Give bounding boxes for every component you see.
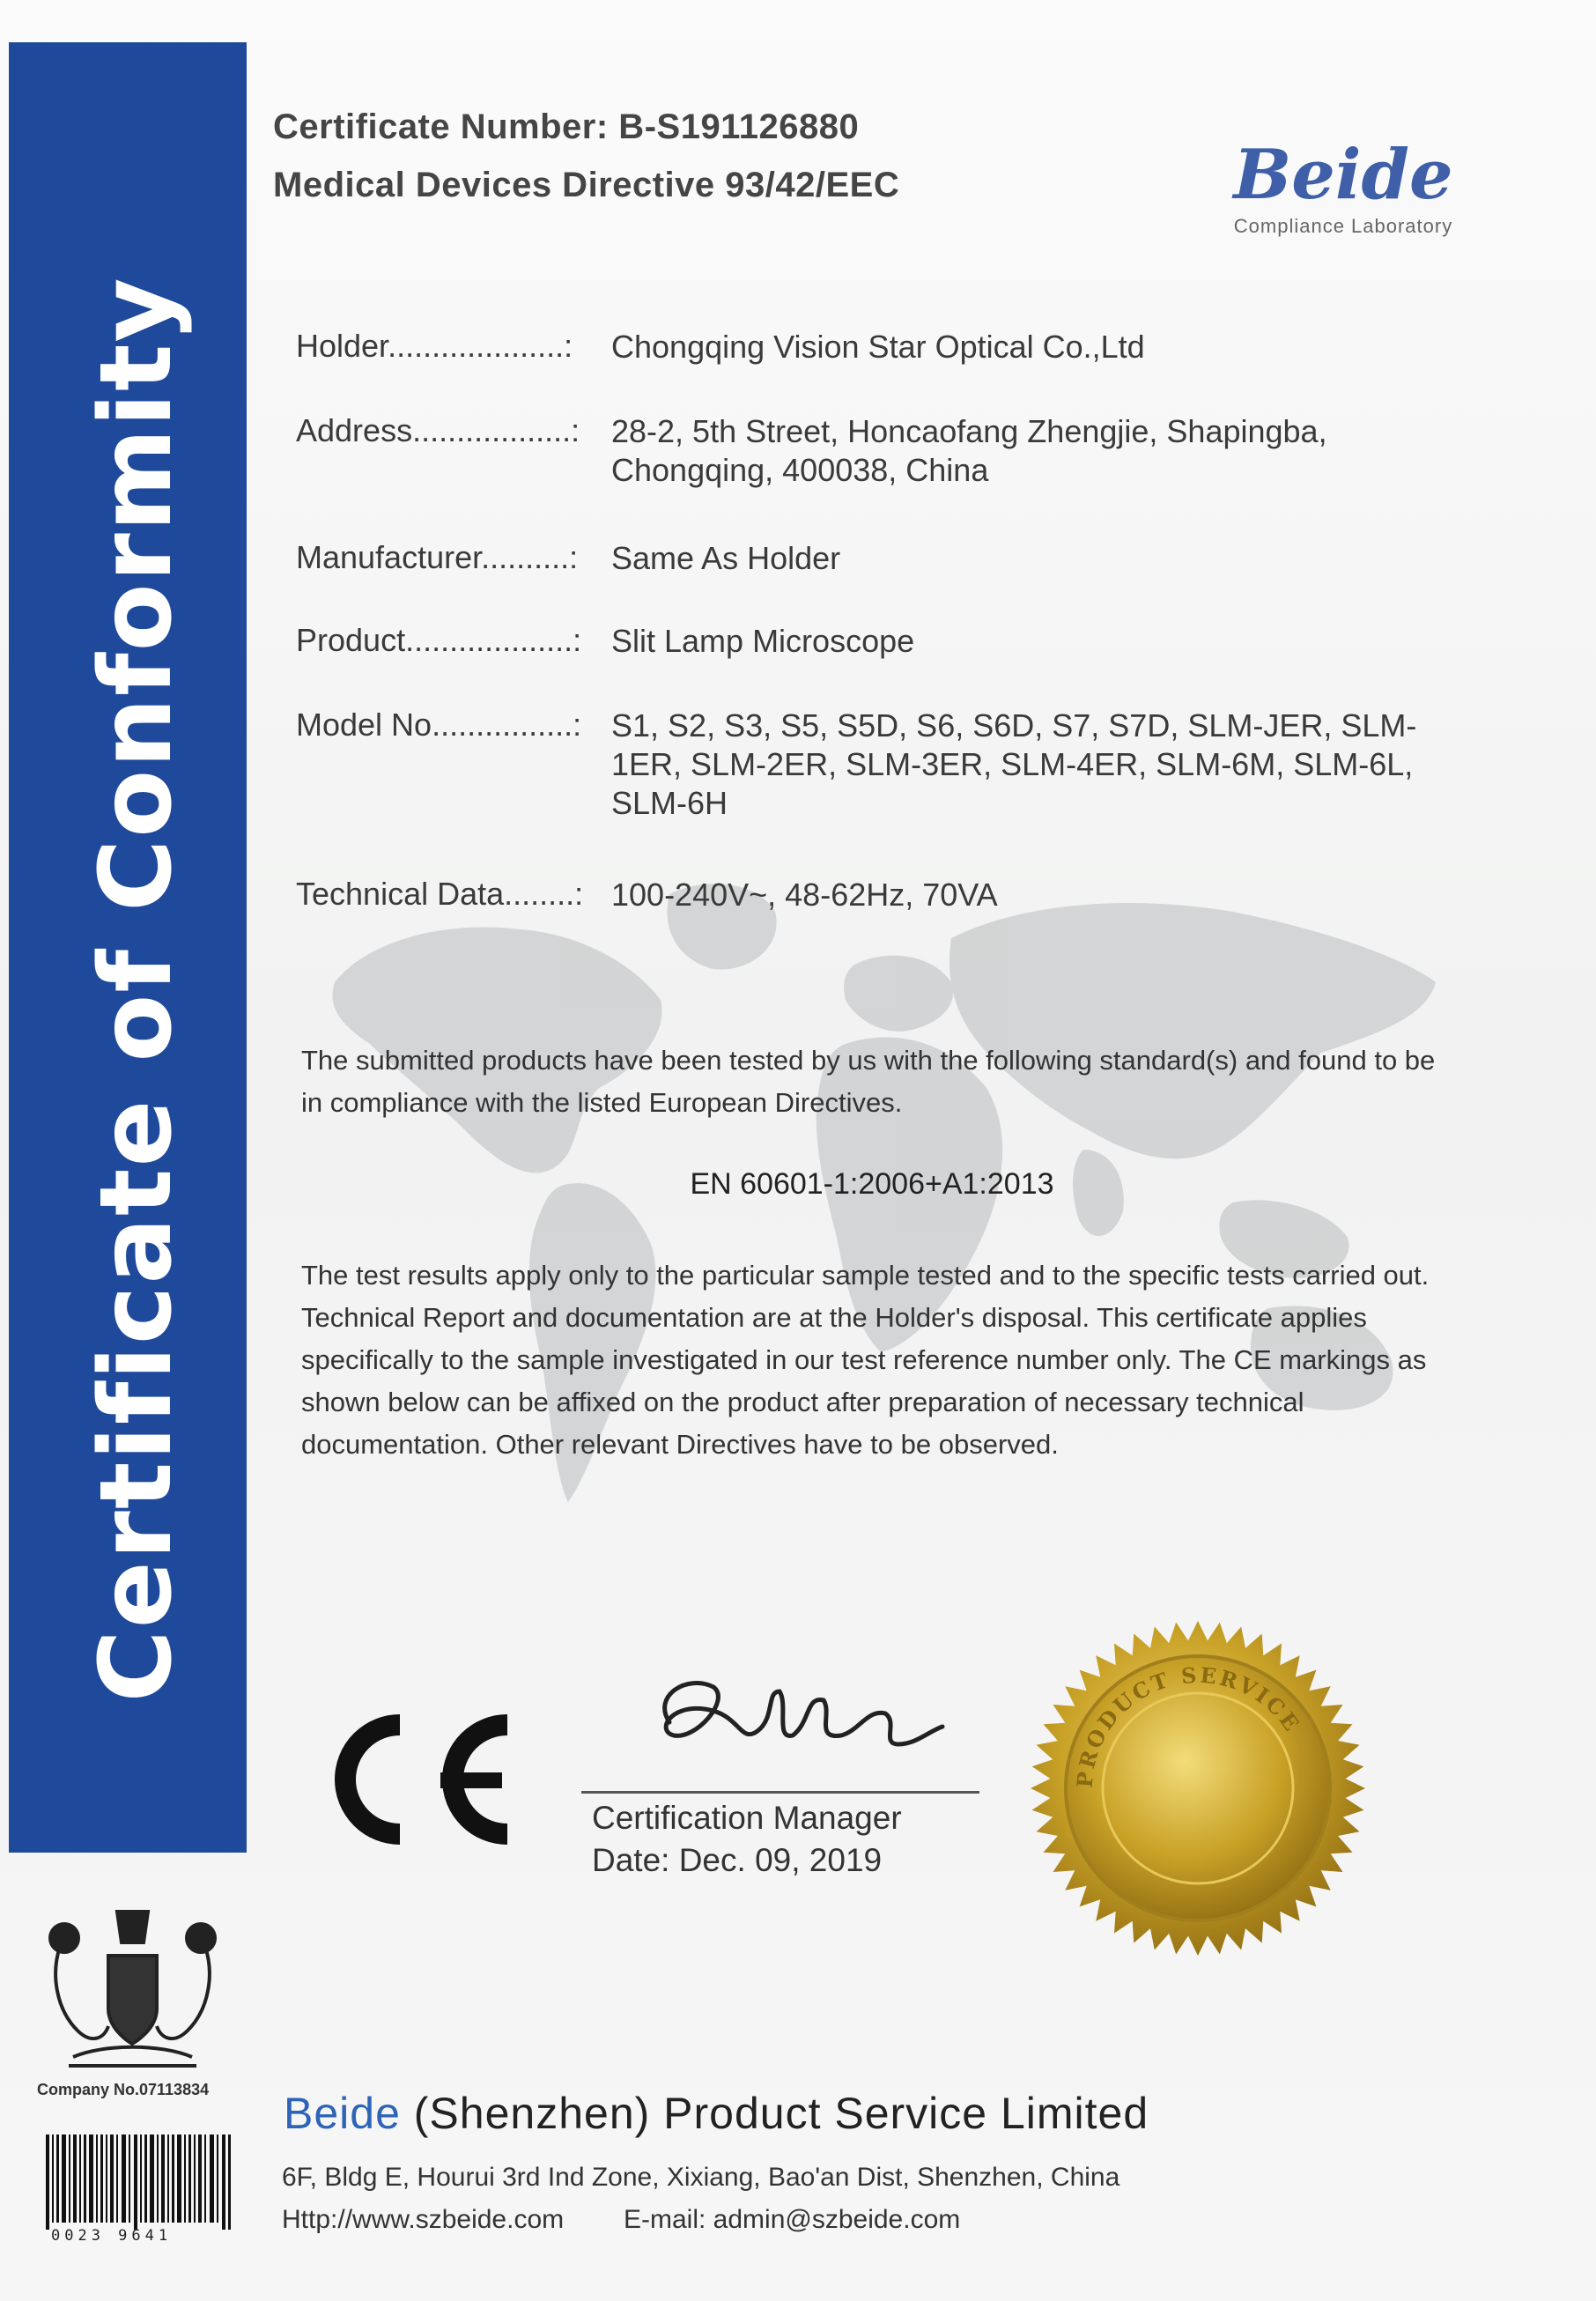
signature-icon bbox=[634, 1669, 951, 1766]
model-value: S1, S2, S3, S5, S5D, S6, S6D, S7, S7D, SLM-JER, SLM-1ER, SLM-2ER, SLM-3ER, SLM-4ER, SLM-6M, SLM-6L, SLM-6H bbox=[611, 707, 1417, 821]
standard-reference: EN 60601-1:2006+A1:2013 bbox=[690, 1167, 1054, 1201]
issue-date: Date: Dec. 09, 2019 bbox=[592, 1842, 883, 1878]
beide-logo bbox=[1207, 135, 1480, 238]
seal-text: PRODUCT SERVICE bbox=[1071, 1661, 1306, 1789]
company-name-rest: (Shenzhen) Product Service Limited bbox=[400, 2089, 1149, 2138]
company-email[interactable]: E-mail: admin@szbeide.com bbox=[624, 2205, 961, 2234]
signature-line bbox=[581, 1791, 979, 1794]
holder-value: Chongqing Vision Star Optical Co.,Ltd bbox=[611, 329, 1145, 365]
technical-value: 100-240V~, 48-62Hz, 70VA bbox=[611, 877, 998, 913]
directive-title: Medical Devices Directive 93/42/EEC bbox=[273, 166, 900, 204]
address-value: 28-2, 5th Street, Honcaofang Zhengjie, Shapingba, Chongqing, 400038, China bbox=[611, 413, 1327, 488]
notes-paragraph: The test results apply only to the particular sample tested and to the specific tests carried out. Technical Report and documentation are at the Holder's disposal. This certificate applies specifically to the sample investigated in our test reference number only. The CE markings as shown below can be affixed on the product after preparation of necessary technical documentation. Other relevant Directives have to be observed. bbox=[301, 1260, 1430, 1460]
signature-block bbox=[592, 1797, 902, 1882]
address-label: Address..................: bbox=[296, 412, 580, 448]
certificate-number: Certificate Number: B-S191126880 bbox=[273, 107, 860, 146]
technical-label: Technical Data........: bbox=[296, 876, 584, 912]
company-address: 6F, Bldg E, Hourui 3rd Ind Zone, Xixiang, Bao'an Dist, Shenzhen, China bbox=[282, 2163, 1120, 2192]
model-label: Model No................: bbox=[296, 707, 582, 743]
company-website[interactable]: Http://www.szbeide.com bbox=[282, 2205, 565, 2234]
company-name bbox=[284, 2088, 1149, 2139]
gold-seal-icon bbox=[1026, 1617, 1370, 1960]
compliance-statement: The submitted products have been tested by us with the following standard(s) and found to be in compliance with the listed European Directives. bbox=[301, 1045, 1436, 1118]
company-number: Company No.07113834 bbox=[37, 2081, 210, 2098]
barcode-digits: 0023 9641 bbox=[51, 2227, 173, 2245]
barcode-icon bbox=[46, 2130, 233, 2236]
product-label: Product...................: bbox=[296, 622, 582, 658]
holder-label: Holder....................: bbox=[296, 328, 573, 364]
product-value: Slit Lamp Microscope bbox=[611, 623, 915, 659]
side-band bbox=[9, 42, 247, 1853]
company-brand: Beide bbox=[284, 2089, 401, 2138]
manager-title: Certification Manager bbox=[592, 1800, 902, 1836]
manufacturer-label: Manufacturer..........: bbox=[296, 539, 579, 575]
royal-crest-icon bbox=[25, 1876, 240, 2079]
vertical-title: Certificate of Conformity bbox=[79, 276, 194, 1703]
ce-mark-icon bbox=[308, 1700, 520, 1859]
logo-word: Beide bbox=[1233, 135, 1453, 215]
manufacturer-value: Same As Holder bbox=[611, 540, 841, 576]
logo-subtext: Compliance Laboratory bbox=[1233, 215, 1453, 237]
